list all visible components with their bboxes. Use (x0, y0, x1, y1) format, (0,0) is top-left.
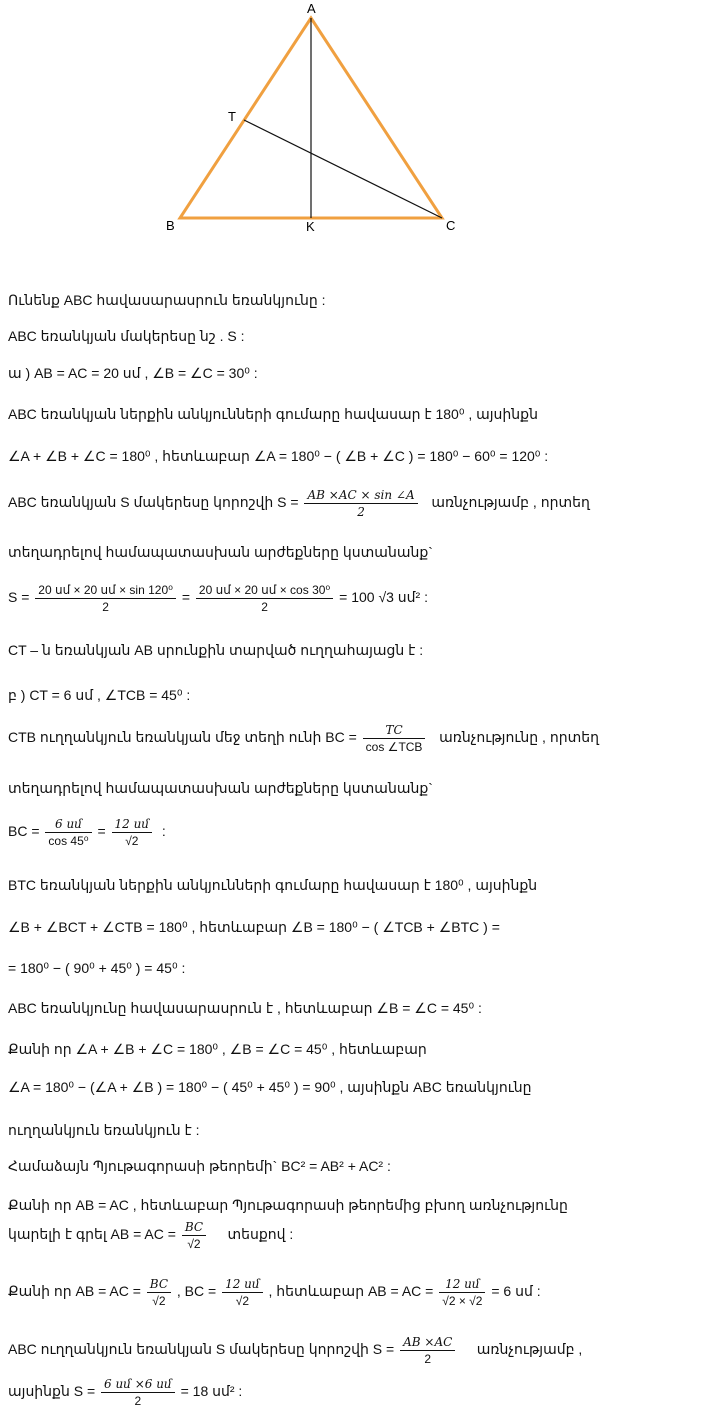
intro-line: Ունենք ABC հավասարասրուն եռանկյունը : (8, 292, 326, 308)
part-b-since-line3: Քանի որ AB = AC = $\frac{BC}{√2}$ , BC = $\frac{\text{12 սմ}}{√2}$ , հետևաբար AB = AC = $\frac{\text{12 սմ}}{√2 \times √2}$ = 6 սմ : (8, 1277, 541, 1308)
part-b-write-form: կարելի է գրել AB = AC = $\frac{BC}{√2}$ տեսքով : (8, 1220, 294, 1251)
part-b-pythagoras-line2: Քանի որ AB = AC , հետևաբար Պյութագորասի թեորեմից բխող առնչությունը (8, 1197, 568, 1213)
fraction-calc-1: $\frac{\text{20 սմ × 20 սմ × sin 120⁰}}{2}$ (35, 582, 176, 615)
part-b-area-formula: ABC ուղղանկյուն եռանկյան S մակերեսը կորոշվի S = $\frac{AB \times AC}{2}$ առնչությամբ , (8, 1335, 583, 1366)
part-b-sum-line1: BTC եռանկյան ներքին անկյունների գումարը հավասար է 180⁰ , այսինքն (8, 877, 538, 893)
part-b-since-line2: ∠A = 180⁰ − (∠A + ∠B ) = 180⁰ − ( 45⁰ + 45⁰ ) = 90⁰ , այսինքն ABC եռանկյունը (8, 1079, 532, 1095)
part-b-sum-line3: = 180⁰ − ( 90⁰ + 45⁰ ) = 45⁰ : (8, 960, 186, 976)
part-a-calculation: S = $\frac{\text{20 սմ × 20 սմ × sin 120⁰}}{2}$ = $\frac{\text{20 սմ × 20 սմ × cos 30⁰}}{2}$ = 100 √3 սմ² : (8, 583, 428, 614)
part-b-final-area: այսինքն S = $\frac{\text{6 սմ ×6 սմ}}{2}$ = 18 սմ² : (8, 1377, 243, 1408)
part-b-right-triangle: ուղղանկյուն եռանկյուն է : (8, 1122, 200, 1138)
ct-definition: CT – ն եռանկյան AB սրունքին տարված ուղղահայացն է : (8, 642, 424, 658)
fraction-area-b: $\frac{AB \times AC}{2}$ (400, 1334, 455, 1367)
label-c: C (446, 218, 456, 233)
fraction-final-area: $\frac{\text{6 սմ ×6 սմ}}{2}$ (101, 1376, 175, 1409)
part-b-substitute: տեղադրելով համապատասխան արժեքները կստանանք` (8, 780, 433, 796)
task-line: ABC եռանկյան մակերեսը նշ . S : (8, 328, 245, 344)
triangle-figure (0, 0, 723, 240)
label-k: K (306, 219, 315, 234)
part-b-bc-value: BC = $\frac{\text{6 սմ}}{\text{cos 45⁰}}$ = $\frac{\text{12 սմ}}{√2}$ : (8, 817, 166, 848)
part-a-given: ա ) AB = AC = 20 սմ , ∠B = ∠C = 30⁰ : (8, 365, 258, 381)
part-b-since-line1: Քանի որ ∠A + ∠B + ∠C = 180⁰ , ∠B = ∠C = 45⁰ , հետևաբար (8, 1041, 427, 1057)
part-b-sum-line2: ∠B + ∠BCT + ∠CTB = 180⁰ , հետևաբար ∠B = 180⁰ − ( ∠TCB + ∠BTC ) = (8, 919, 500, 935)
fraction-area-a: $\frac{AB \times AC \times \sin \angle A}{2}$ (304, 487, 417, 520)
label-b: B (166, 218, 175, 233)
fraction-calc-2: $\frac{\text{20 սմ × 20 սմ × cos 30⁰}}{2}$ (196, 582, 333, 615)
part-a-area-formula: ABC եռանկյան S մակերեսը կորոշվի S = $\frac{AB \times AC \times \sin \angle A}{2}$ առնչությամբ , որտեղ (8, 488, 590, 519)
fraction-ab-form: $\frac{BC}{√2}$ (182, 1219, 206, 1252)
label-t: T (228, 109, 236, 124)
fraction-bc-2: $\frac{\text{12 սմ}}{√2}$ (112, 816, 153, 849)
part-b-given: բ ) CT = 6 սմ , ∠TCB = 45⁰ : (8, 687, 191, 703)
part-b-pythagoras: Համաձայն Պյութագորասի թեորեմի` BC² = AB² + AC² : (8, 1158, 391, 1174)
label-a: A (307, 1, 316, 16)
segment-tc (244, 120, 442, 218)
fraction-ab-bc: $\frac{BC}{√2}$ (147, 1276, 171, 1309)
part-a-substitute: տեղադրելով համապատասխան արժեքները կստանանք` (8, 544, 433, 560)
part-b-isosceles: ABC եռանկյունը հավասարասրուն է , հետևաբար ∠B = ∠C = 45⁰ : (8, 1000, 482, 1016)
fraction-bc-1: $\frac{\text{6 սմ}}{\text{cos 45⁰}}$ (45, 816, 91, 849)
fraction-ab-result: $\frac{\text{12 սմ}}{√2 \times √2}$ (439, 1276, 485, 1309)
part-a-sum-line2: ∠A + ∠B + ∠C = 180⁰ , հետևաբար ∠A = 180⁰ − ( ∠B + ∠C ) = 180⁰ − 60⁰ = 120⁰ : (8, 448, 549, 464)
part-a-sum-line1: ABC եռանկյան ներքին անկյունների գումարը հավասար է 180⁰ , այսինքն (8, 406, 538, 422)
fraction-bc-value: $\frac{\text{12 սմ}}{√2}$ (222, 1276, 263, 1309)
fraction-bc-relation: $\frac{TC}{\text{cos ∠TCB}}$ (363, 722, 426, 755)
part-b-relation: CTB ուղղանկյուն եռանկյան մեջ տեղի ունի BC = $\frac{TC}{\text{cos ∠TCB}}$ առնչությունը , որտեղ (8, 723, 599, 754)
